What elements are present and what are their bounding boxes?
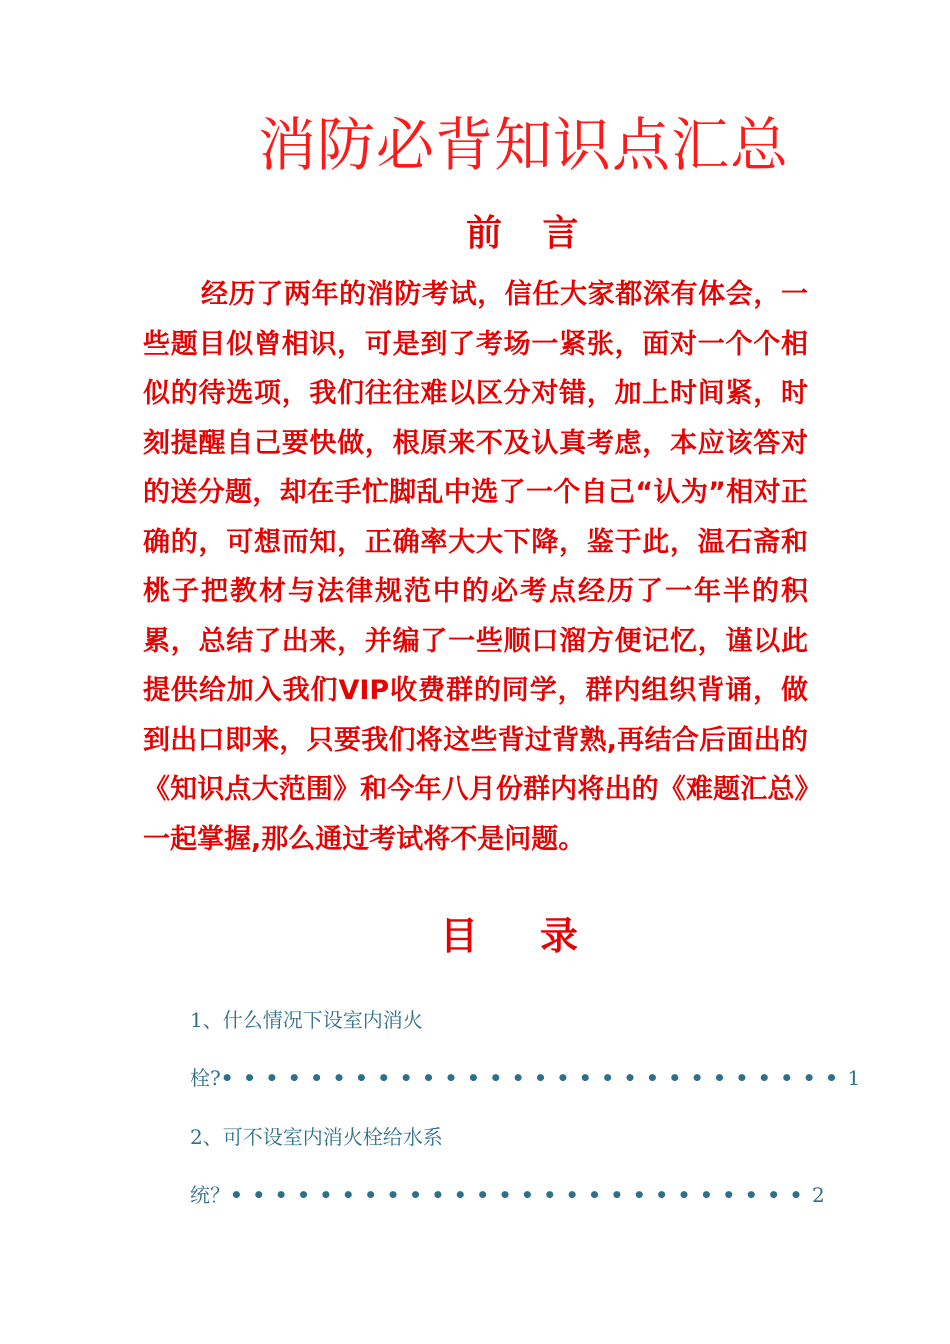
toc-entry-1-continuation[interactable] bbox=[190, 1064, 860, 1092]
preface-heading: 前 言 bbox=[466, 213, 593, 254]
toc-entry-2-continuation[interactable] bbox=[190, 1181, 825, 1209]
toc-entry-1-title-end: 栓? bbox=[190, 1066, 221, 1090]
toc-entry-2-title[interactable]: 2、可不设室内消火栓给水系 bbox=[190, 1125, 443, 1149]
toc-entry-1-page-number: 1 bbox=[847, 1066, 861, 1090]
toc-entry-2-leader: •••••••••••••••••••••••••• bbox=[230, 1183, 812, 1207]
document-title: 消防必背知识点汇总 bbox=[258, 111, 790, 179]
toc-heading-right: 录 bbox=[540, 914, 579, 958]
toc-entry-1-title[interactable]: 1、什么情况下设室内消火 bbox=[190, 1008, 423, 1032]
toc-heading-left: 目 bbox=[440, 914, 479, 958]
preface-paragraph: 经历了两年的消防考试，信任大家都深有体会，一些题目似曾相识，可是到了考场一紧张，面对一个个相似的待选项，我们往往难以区分对错，加上时间紧，时刻提醒自己要快做，根原来不及认真考虑，本应该答对的送分题，却在手忙脚乱中选了一个自己“认为”相对正确的，可想而知，正确率大大下降，鉴于此，温石斋和桃子把教材与法律规范中的必考点经历了一年半的积累，总结了出来，并编了一些顺口溜方便记忆，谨以此提供给加入我们VIP收费群的同学，群内组织背诵，做到出口即来，只要我们将这些背过背熟,再结合后面出的《知识点大范围》和今年八月份群内将出的《难题汇总》一起掌握,那么通过考试将不是问题。 bbox=[143, 279, 808, 855]
toc-entry-2-title-end: 统？ bbox=[190, 1183, 230, 1207]
toc-entry-2-page-number: 2 bbox=[811, 1183, 825, 1207]
toc-heading bbox=[440, 912, 578, 960]
toc-entry-1-leader: •••••••••••••••••••••••••••• bbox=[220, 1066, 848, 1090]
